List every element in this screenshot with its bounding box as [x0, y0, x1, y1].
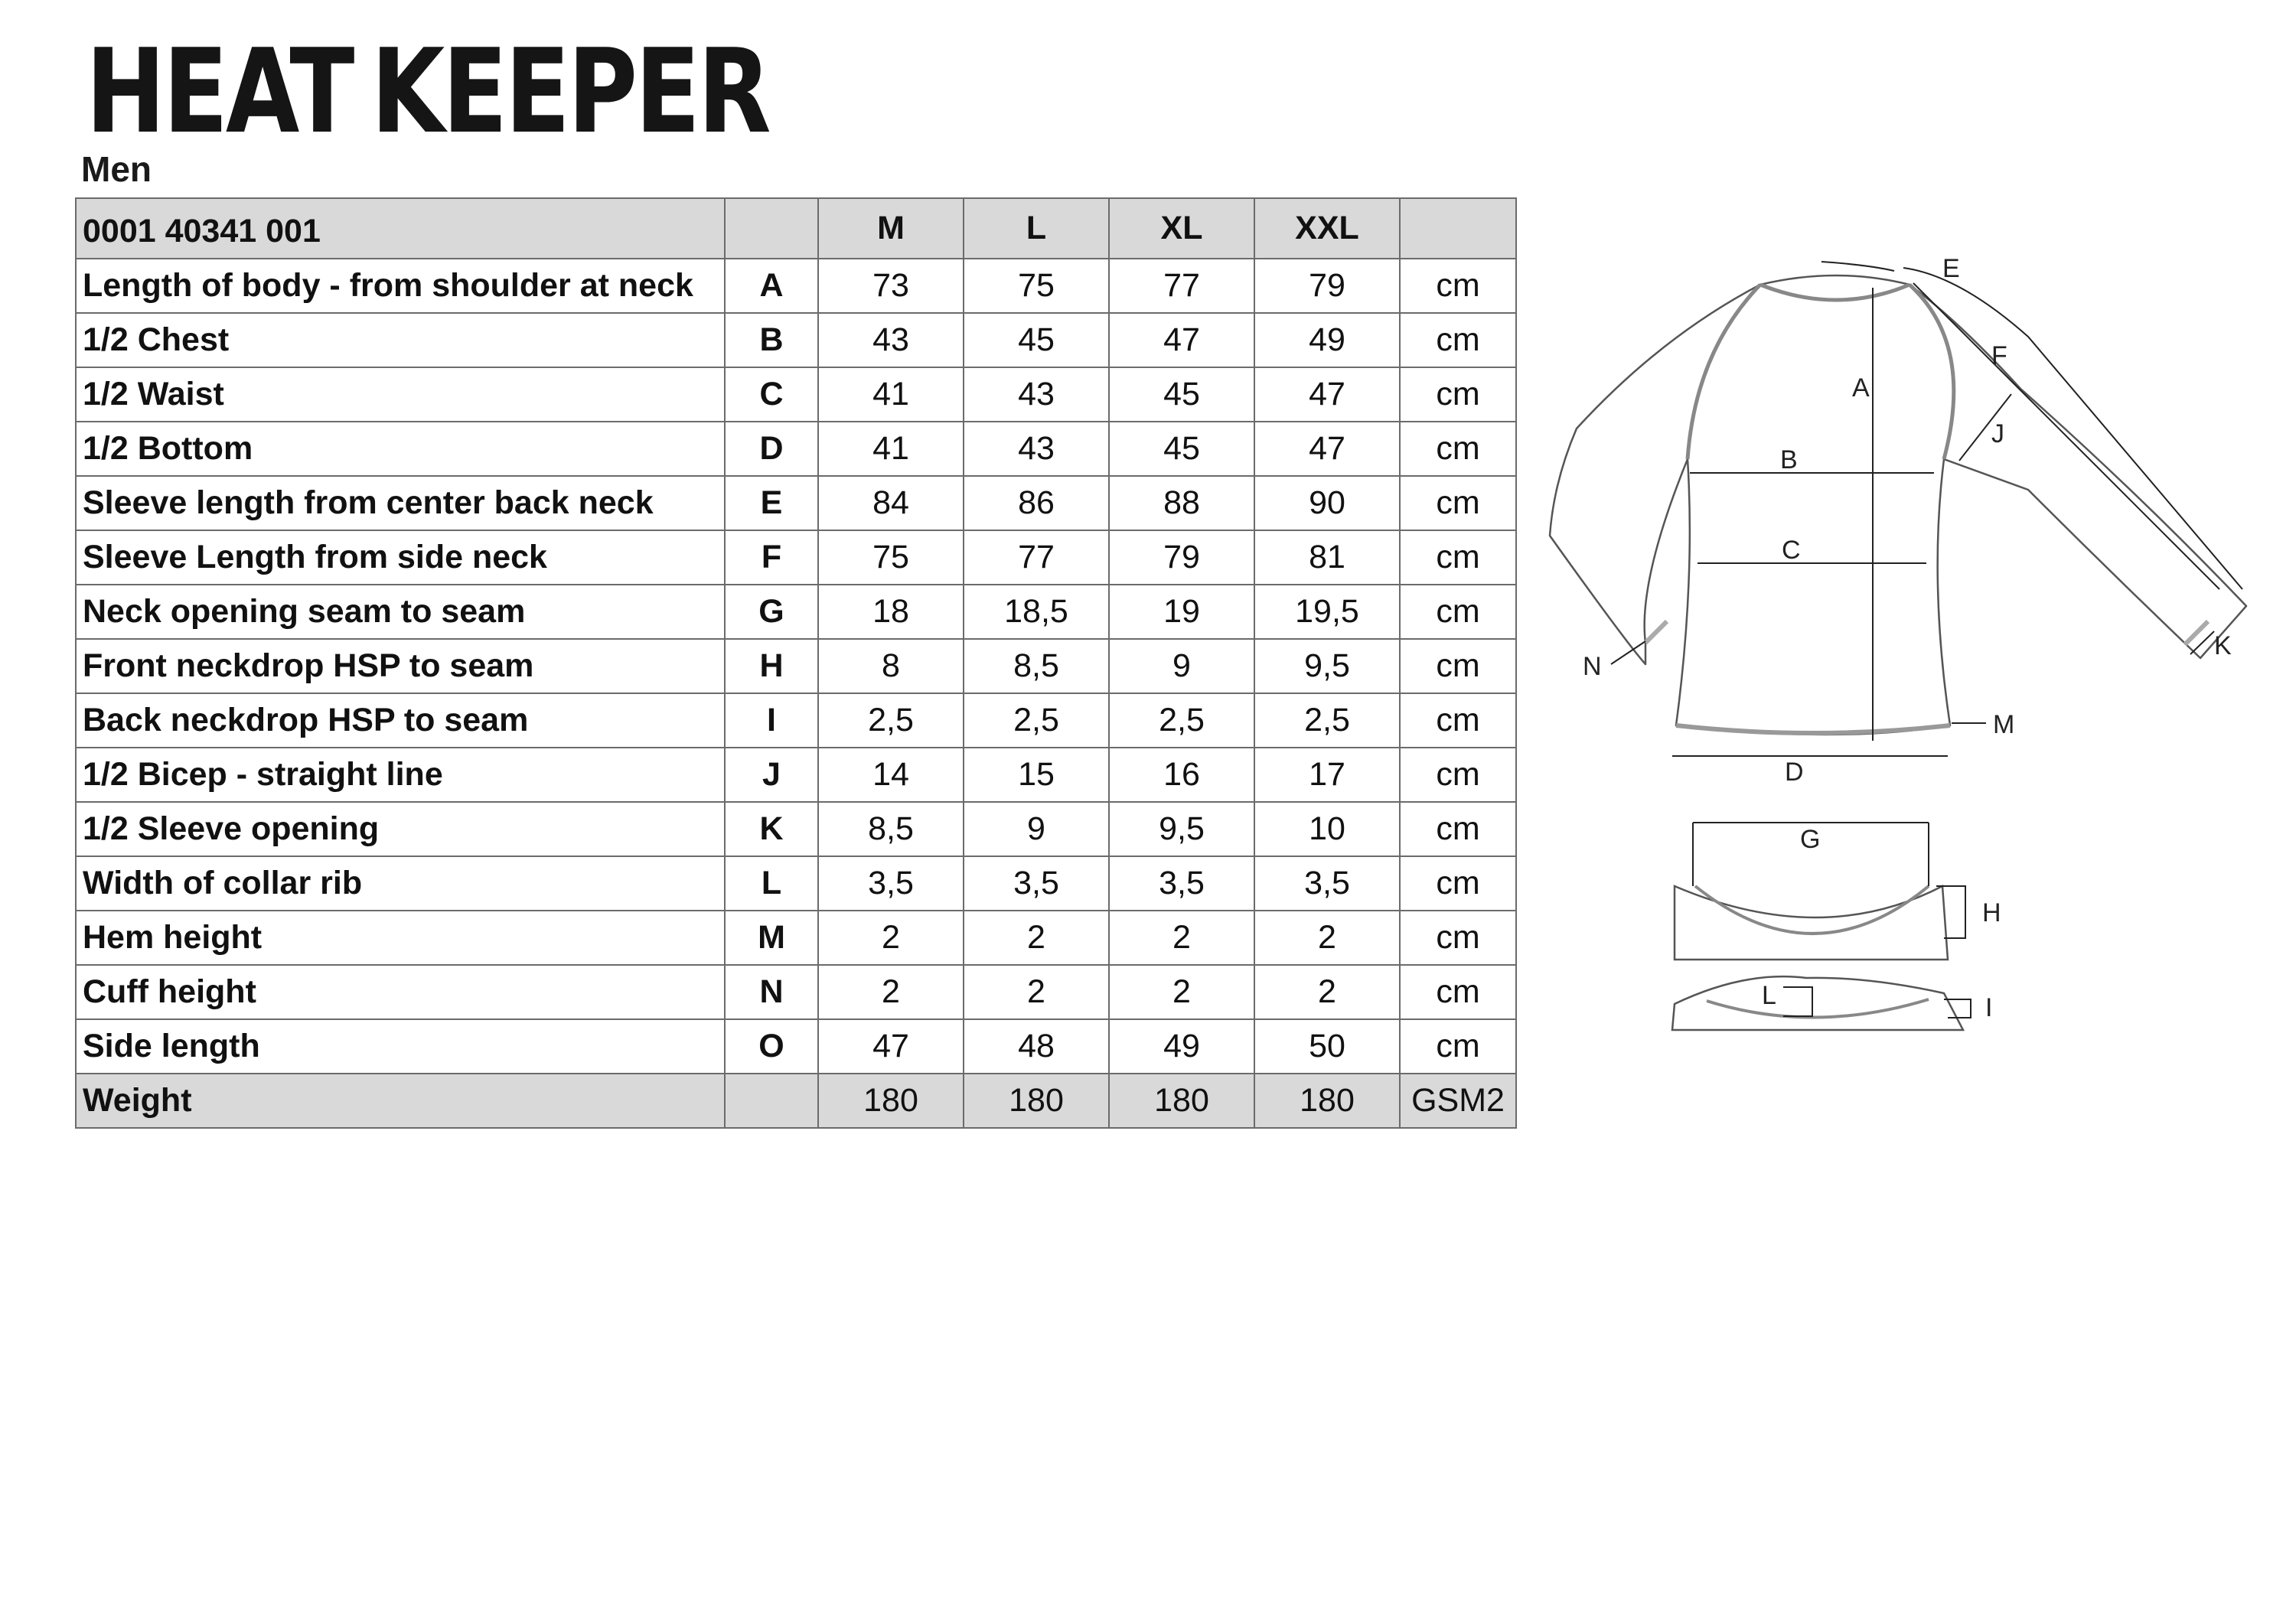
- measurement-value: 77: [964, 530, 1109, 585]
- measurement-arrows: [1611, 262, 2242, 756]
- weight-unit: GSM2: [1400, 1074, 1516, 1128]
- diagram-label-j: J: [1991, 419, 2004, 448]
- measurement-unit: cm: [1400, 639, 1516, 693]
- measurement-value: 81: [1254, 530, 1400, 585]
- measurement-value: 19,5: [1254, 585, 1400, 639]
- measurement-value: 43: [964, 422, 1109, 476]
- measurement-value: 84: [818, 476, 964, 530]
- table-row: [76, 422, 1516, 476]
- measurement-value: 47: [818, 1019, 964, 1074]
- measurement-code: O: [725, 1019, 818, 1074]
- measurement-label: Back neckdrop HSP to seam: [76, 693, 725, 748]
- measurement-value: 3,5: [1254, 856, 1400, 911]
- measurement-label: Cuff height: [76, 965, 725, 1019]
- measurement-value: 45: [964, 313, 1109, 367]
- measurement-value: 10: [1254, 802, 1400, 856]
- table-row: [76, 748, 1516, 802]
- measurement-value: 41: [818, 422, 964, 476]
- measurement-value: 3,5: [1109, 856, 1254, 911]
- measurement-value: 88: [1109, 476, 1254, 530]
- measurement-label: Front neckdrop HSP to seam: [76, 639, 725, 693]
- measurement-code: N: [725, 965, 818, 1019]
- weight-code-cell: [725, 1074, 818, 1128]
- table-row: [76, 313, 1516, 367]
- measurement-value: 2: [1109, 965, 1254, 1019]
- measurement-value: 47: [1109, 313, 1254, 367]
- weight-value: 180: [818, 1074, 964, 1128]
- diagram-label-l: L: [1762, 981, 1776, 1010]
- gender-heading: Men: [81, 149, 152, 189]
- size-header: M: [818, 198, 964, 259]
- measurement-value: 41: [818, 367, 964, 422]
- measurement-value: 8,5: [818, 802, 964, 856]
- measurement-label: Width of collar rib: [76, 856, 725, 911]
- measurement-label: 1/2 Bottom: [76, 422, 725, 476]
- table-row: [76, 911, 1516, 965]
- weight-label: Weight: [76, 1074, 725, 1128]
- measurement-value: 47: [1254, 367, 1400, 422]
- measurement-unit: cm: [1400, 965, 1516, 1019]
- measurement-value: 47: [1254, 422, 1400, 476]
- measurement-unit: cm: [1400, 422, 1516, 476]
- measurement-code: G: [725, 585, 818, 639]
- measurement-value: 14: [818, 748, 964, 802]
- measurement-value: 79: [1254, 259, 1400, 313]
- brand-word-2: KEEPER: [370, 24, 769, 159]
- measurement-unit: cm: [1400, 476, 1516, 530]
- measurement-value: 9,5: [1109, 802, 1254, 856]
- measurement-code: A: [725, 259, 818, 313]
- measurement-unit: cm: [1400, 1019, 1516, 1074]
- measurement-unit: cm: [1400, 911, 1516, 965]
- weight-value: 180: [964, 1074, 1109, 1128]
- size-chart-table: [75, 197, 1517, 1129]
- measurement-code: K: [725, 802, 818, 856]
- diagram-label-a: A: [1852, 373, 1870, 402]
- table-row: [76, 639, 1516, 693]
- table-header-row: [76, 198, 1516, 259]
- diagram-label-f: F: [1991, 341, 2007, 370]
- diagram-label-i: I: [1985, 993, 1993, 1022]
- size-header: XL: [1109, 198, 1254, 259]
- measurement-value: 75: [964, 259, 1109, 313]
- header-code-cell: [725, 198, 818, 259]
- measurement-value: 73: [818, 259, 964, 313]
- measurement-value: 3,5: [964, 856, 1109, 911]
- measurement-value: 2,5: [818, 693, 964, 748]
- diagram-label-e: E: [1942, 254, 1960, 283]
- weight-row: [76, 1074, 1516, 1128]
- measurement-label: 1/2 Chest: [76, 313, 725, 367]
- neck-back-detail: [1672, 976, 1971, 1030]
- measurement-label: 1/2 Bicep - straight line: [76, 748, 725, 802]
- measurement-value: 77: [1109, 259, 1254, 313]
- diagram-label-c: C: [1782, 536, 1801, 565]
- table-row: [76, 530, 1516, 585]
- measurement-label: 1/2 Waist: [76, 367, 725, 422]
- measurement-value: 45: [1109, 367, 1254, 422]
- measurement-unit: cm: [1400, 313, 1516, 367]
- measurement-value: 2: [964, 965, 1109, 1019]
- measurement-value: 9: [1109, 639, 1254, 693]
- measurement-value: 2: [964, 911, 1109, 965]
- measurement-code: D: [725, 422, 818, 476]
- measurement-value: 2,5: [964, 693, 1109, 748]
- measurement-value: 43: [818, 313, 964, 367]
- table-row: [76, 693, 1516, 748]
- article-number: 0001 40341 001: [76, 198, 725, 259]
- measurement-code: C: [725, 367, 818, 422]
- brand-word-1: HEAT: [86, 24, 353, 159]
- table-row: [76, 259, 1516, 313]
- measurement-value: 16: [1109, 748, 1254, 802]
- measurement-code: F: [725, 530, 818, 585]
- measurement-label: 1/2 Sleeve opening: [76, 802, 725, 856]
- measurement-value: 19: [1109, 585, 1254, 639]
- table-row: [76, 856, 1516, 911]
- measurement-unit: cm: [1400, 802, 1516, 856]
- measurement-value: 8,5: [964, 639, 1109, 693]
- measurement-value: 9,5: [1254, 639, 1400, 693]
- measurement-value: 17: [1254, 748, 1400, 802]
- measurement-value: 2,5: [1254, 693, 1400, 748]
- measurement-value: 2: [1254, 965, 1400, 1019]
- measurement-code: J: [725, 748, 818, 802]
- shirt-outline: [1550, 275, 2246, 735]
- measurement-value: 2: [818, 911, 964, 965]
- garment-diagram: [1531, 230, 2265, 1079]
- measurement-value: 8: [818, 639, 964, 693]
- measurement-code: L: [725, 856, 818, 911]
- measurement-value: 3,5: [818, 856, 964, 911]
- diagram-label-m: M: [1993, 710, 2015, 739]
- brand-logo: [86, 24, 769, 159]
- size-header: XXL: [1254, 198, 1400, 259]
- table-row: [76, 802, 1516, 856]
- measurement-value: 18,5: [964, 585, 1109, 639]
- measurement-unit: cm: [1400, 259, 1516, 313]
- weight-value: 180: [1109, 1074, 1254, 1128]
- measurement-unit: cm: [1400, 693, 1516, 748]
- measurement-code: I: [725, 693, 818, 748]
- measurement-code: E: [725, 476, 818, 530]
- measurement-value: 49: [1254, 313, 1400, 367]
- table-row: [76, 367, 1516, 422]
- diagram-label-b: B: [1780, 445, 1798, 474]
- diagram-label-n: N: [1583, 652, 1602, 681]
- measurement-unit: cm: [1400, 856, 1516, 911]
- measurement-label: Length of body - from shoulder at neck: [76, 259, 725, 313]
- weight-value: 180: [1254, 1074, 1400, 1128]
- measurement-label: Side length: [76, 1019, 725, 1074]
- measurement-value: 9: [964, 802, 1109, 856]
- measurement-value: 2: [1254, 911, 1400, 965]
- measurement-value: 86: [964, 476, 1109, 530]
- size-header: L: [964, 198, 1109, 259]
- measurement-value: 48: [964, 1019, 1109, 1074]
- table-row: [76, 585, 1516, 639]
- measurement-unit: cm: [1400, 748, 1516, 802]
- measurement-value: 79: [1109, 530, 1254, 585]
- measurement-value: 15: [964, 748, 1109, 802]
- measurement-unit: cm: [1400, 585, 1516, 639]
- measurement-value: 45: [1109, 422, 1254, 476]
- diagram-label-d: D: [1785, 758, 1804, 787]
- table-row: [76, 965, 1516, 1019]
- diagram-label-g: G: [1800, 825, 1821, 854]
- diagram-label-h: H: [1982, 898, 2001, 927]
- diagram-label-k: K: [2214, 631, 2232, 660]
- measurement-label: Neck opening seam to seam: [76, 585, 725, 639]
- measurement-label: Hem height: [76, 911, 725, 965]
- measurement-value: 50: [1254, 1019, 1400, 1074]
- measurement-value: 18: [818, 585, 964, 639]
- measurement-unit: cm: [1400, 530, 1516, 585]
- measurement-code: M: [725, 911, 818, 965]
- header-unit-cell: [1400, 198, 1516, 259]
- measurement-value: 75: [818, 530, 964, 585]
- measurement-code: B: [725, 313, 818, 367]
- measurement-value: 2: [1109, 911, 1254, 965]
- measurement-value: 43: [964, 367, 1109, 422]
- measurement-value: 2,5: [1109, 693, 1254, 748]
- measurement-value: 2: [818, 965, 964, 1019]
- measurement-label: Sleeve length from center back neck: [76, 476, 725, 530]
- table-row: [76, 1019, 1516, 1074]
- table-row: [76, 476, 1516, 530]
- measurement-label: Sleeve Length from side neck: [76, 530, 725, 585]
- measurement-value: 49: [1109, 1019, 1254, 1074]
- measurement-code: H: [725, 639, 818, 693]
- measurement-unit: cm: [1400, 367, 1516, 422]
- measurement-value: 90: [1254, 476, 1400, 530]
